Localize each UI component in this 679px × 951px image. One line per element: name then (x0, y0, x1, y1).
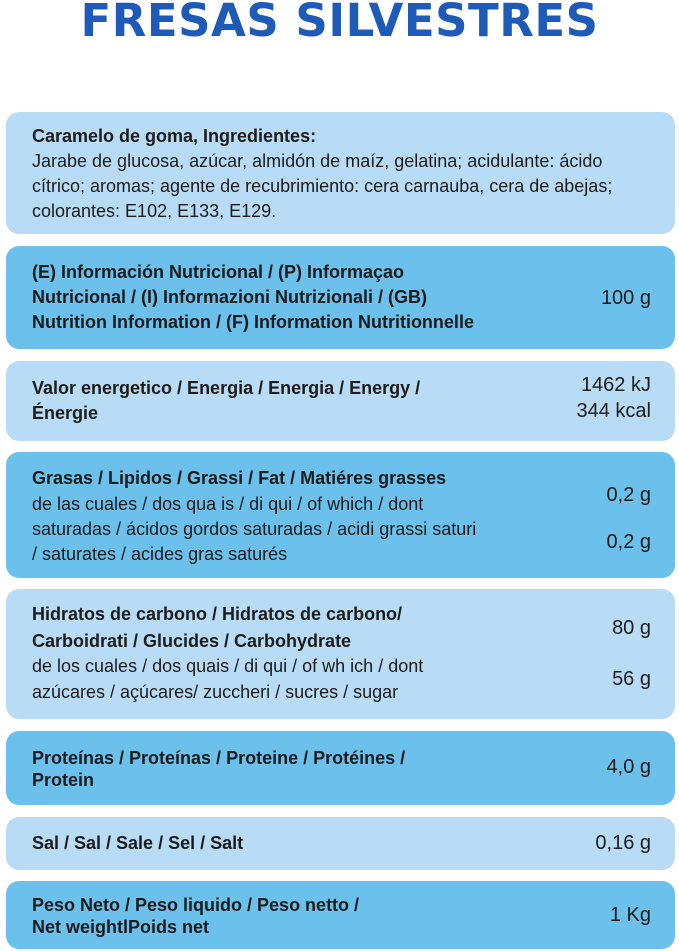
carbs-panel (6, 589, 675, 719)
net-weight-value: 1 Kg (609, 904, 651, 926)
energy-kcal-value: 344 kcal (576, 400, 651, 422)
protein-label: Protein (32, 770, 95, 790)
net-weight-panel (6, 881, 675, 949)
nutrition-header-panel (6, 246, 675, 349)
ingredients-line: Jarabe de glucosa, azúcar, almidón de maíz, gelatina; acidulante: ácido (32, 151, 603, 171)
ingredients-line: cítrico; aromas; agente de recubrimiento: cera carnauba, cera de abejas; (32, 176, 613, 196)
fat-sub-label: de las cuales / dos qua is / di qui / of which / dont (32, 494, 424, 514)
energy-label: Énergie (32, 403, 99, 423)
net-weight-label: Peso Neto / Peso liquido / Peso netto / (32, 895, 360, 915)
energy-panel (6, 361, 675, 441)
salt-value: 0,16 g (595, 832, 651, 854)
energy-kj-value: 1462 kJ (580, 374, 651, 396)
protein-value: 4,0 g (606, 756, 651, 778)
fat-sub-label: saturadas / ácidos gordos saturadas / acidi grassi saturi (32, 519, 477, 539)
carbs-value: 80 g (612, 617, 651, 639)
sugars-label: azúcares / açúcares/ zuccheri / sucres / sugar (32, 682, 399, 702)
protein-panel (6, 731, 675, 805)
energy-label: Valor energetico / Energia / Energia / Energy / (32, 378, 421, 398)
nutrition-header-line: (E) Información Nutricional / (P) Informaçao (32, 262, 405, 282)
carbs-label: Hidratos de carbono / Hidratos de carbono/ (32, 604, 403, 624)
salt-label: Sal / Sal / Sale / Sel / Salt (32, 833, 244, 853)
fat-label: Grasas / Lipidos / Grassi / Fat / Matiéres grasses (32, 468, 447, 488)
fat-panel (6, 452, 675, 578)
fat-sub-label: / saturates / acides gras saturés (32, 544, 288, 564)
fat-value: 0,2 g (606, 484, 651, 506)
per-amount-value: 100 g (600, 287, 651, 309)
ingredients-line: colorantes: E102, E133, E129. (32, 201, 277, 221)
ingredients-heading: Caramelo de goma, Ingredientes: (32, 126, 317, 146)
sugars-value: 56 g (612, 668, 651, 690)
salt-panel (6, 817, 675, 870)
saturates-value: 0,2 g (606, 531, 651, 553)
carbs-label: Carboidrati / Glucides / Carbohydrate (32, 631, 352, 651)
protein-label: Proteínas / Proteínas / Proteine / Protéines / (32, 748, 406, 768)
sugars-label: de los cuales / dos quais / di qui / of wh ich / dont (32, 656, 424, 676)
ingredients-panel (6, 112, 675, 234)
nutrition-header-line: Nutricional / (I) Informazioni Nutrizionali / (GB) (32, 287, 427, 307)
net-weight-label: Net weightlPoids net (32, 917, 210, 937)
product-title: FRESAS SILVESTRES (80, 0, 599, 47)
nutrition-header-line: Nutrition Information / (F) Information Nutritionnelle (32, 312, 474, 332)
